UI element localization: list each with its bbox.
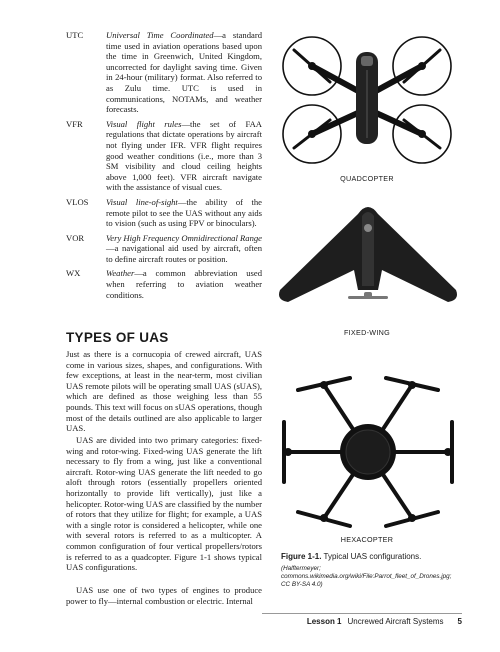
glossary-definitions xyxy=(66,30,262,304)
definition-text: —a common abbreviation used when referring to aviation weather conditions. xyxy=(106,268,262,300)
definition-term: VFR xyxy=(66,118,83,129)
definition-text: —a standard time used in aviation operations based upon the time in Greenwich, United Kingdom, uncorrected for daylight saving time. Given in 24-hour (military) format. Also referred to as Zulu time. UTC is used in communications, NOTAMs, and weather forecasts. xyxy=(106,30,262,115)
quadcopter-label: QUADCOPTER xyxy=(340,174,394,183)
body-paragraph: UAS use one of two types of engines to produce power to fly—internal combustion or electric. Internal xyxy=(66,585,262,606)
section-heading: TYPES OF UAS xyxy=(66,330,169,345)
quadcopter-illustration xyxy=(272,30,462,170)
definition-title: Weather xyxy=(106,268,135,279)
definition-title: Visual line-of-sight xyxy=(106,196,178,207)
definition-item xyxy=(66,233,262,265)
page-number: 5 xyxy=(457,617,462,626)
figure-credit: (Halftermeyer; commons.wikimedia.org/wiki/File:Parrot_fleet_of_Drones.jpg; CC BY-SA 4.0) xyxy=(281,565,452,588)
definition-item xyxy=(66,119,262,193)
definition-item xyxy=(66,197,262,229)
definition-term: UTC xyxy=(66,30,84,40)
definition-title: Very High Frequency Omnidirectional Range xyxy=(106,232,262,243)
figure-caption xyxy=(281,552,451,589)
fixed-wing-label: FIXED-WING xyxy=(343,328,391,337)
body-paragraph: Just as there is a cornucopia of crewed aircraft, UAS come in various sizes, shapes, and configurations. With few exceptions, at least in the near-term, most civilian UAS remote pilots will be operating small UAS (sUAS), which are defined as those weighing less than 55 pounds. This text will focus on sUAS operations, though most of the details outlined are also applicable to larger UAS. xyxy=(66,349,262,434)
definition-item xyxy=(66,30,262,115)
footer xyxy=(0,613,500,614)
definition-item xyxy=(66,268,262,300)
definition-term: VOR xyxy=(66,232,85,243)
hexacopter-label: HEXACOPTER xyxy=(340,535,394,544)
definition-title: Universal Time Coordinated xyxy=(106,30,214,40)
definition-text: —the set of FAA regulations that dictate operations by aircraft not flying under IFR. VFR flight requires good weather conditions (i.e., more than 3 SM visibility and cloud ceiling heights above 1,000 feet). VFR aircraft navigate with the assistance of visual cues. xyxy=(106,118,262,193)
running-footer xyxy=(300,617,462,626)
body-paragraph: UAS are divided into two primary categories: fixed-wing and rotor-wing. Fixed-wing UAS generate the lift necessary to fly from a wing, just like a conventional aircraft. Rotor-wing UAS generate the lift needed to go aloft through rotors (essentially propellers oriented horizontally to provide lift vertically), just like a helicopter. Rotor-wing UAS are classified by the number of rotors that they utilize for flight; for example, a UAS with a single rotor is considered a helicopter, while one with several rotors is referred to as a multicopter. A common configuration of four vertical propellers/rotors is referred to as a quadcopter. Figure 1-1 shows typical UAS configurations. xyxy=(66,435,263,573)
fixed-wing-illustration xyxy=(278,200,458,322)
definition-term: WX xyxy=(66,268,81,279)
definition-term: VLOS xyxy=(66,196,89,207)
footer-title: Uncrewed Aircraft Systems xyxy=(347,617,444,626)
definition-text: —the ability of the remote pilot to see the UAS without any aids to vision (such as using FPV or binoculars). xyxy=(106,196,263,229)
figure-caption-text: Typical UAS configurations. xyxy=(321,552,422,561)
footer-lesson: Lesson 1 xyxy=(306,617,342,626)
footer-rule xyxy=(262,613,462,614)
definition-text: —a navigational aid used by aircraft, often to define aircraft routes or position. xyxy=(106,243,262,264)
figure-caption-label: Figure 1-1. xyxy=(281,552,322,561)
hexacopter-illustration xyxy=(274,360,462,530)
definition-title: Visual flight rules xyxy=(106,118,182,129)
